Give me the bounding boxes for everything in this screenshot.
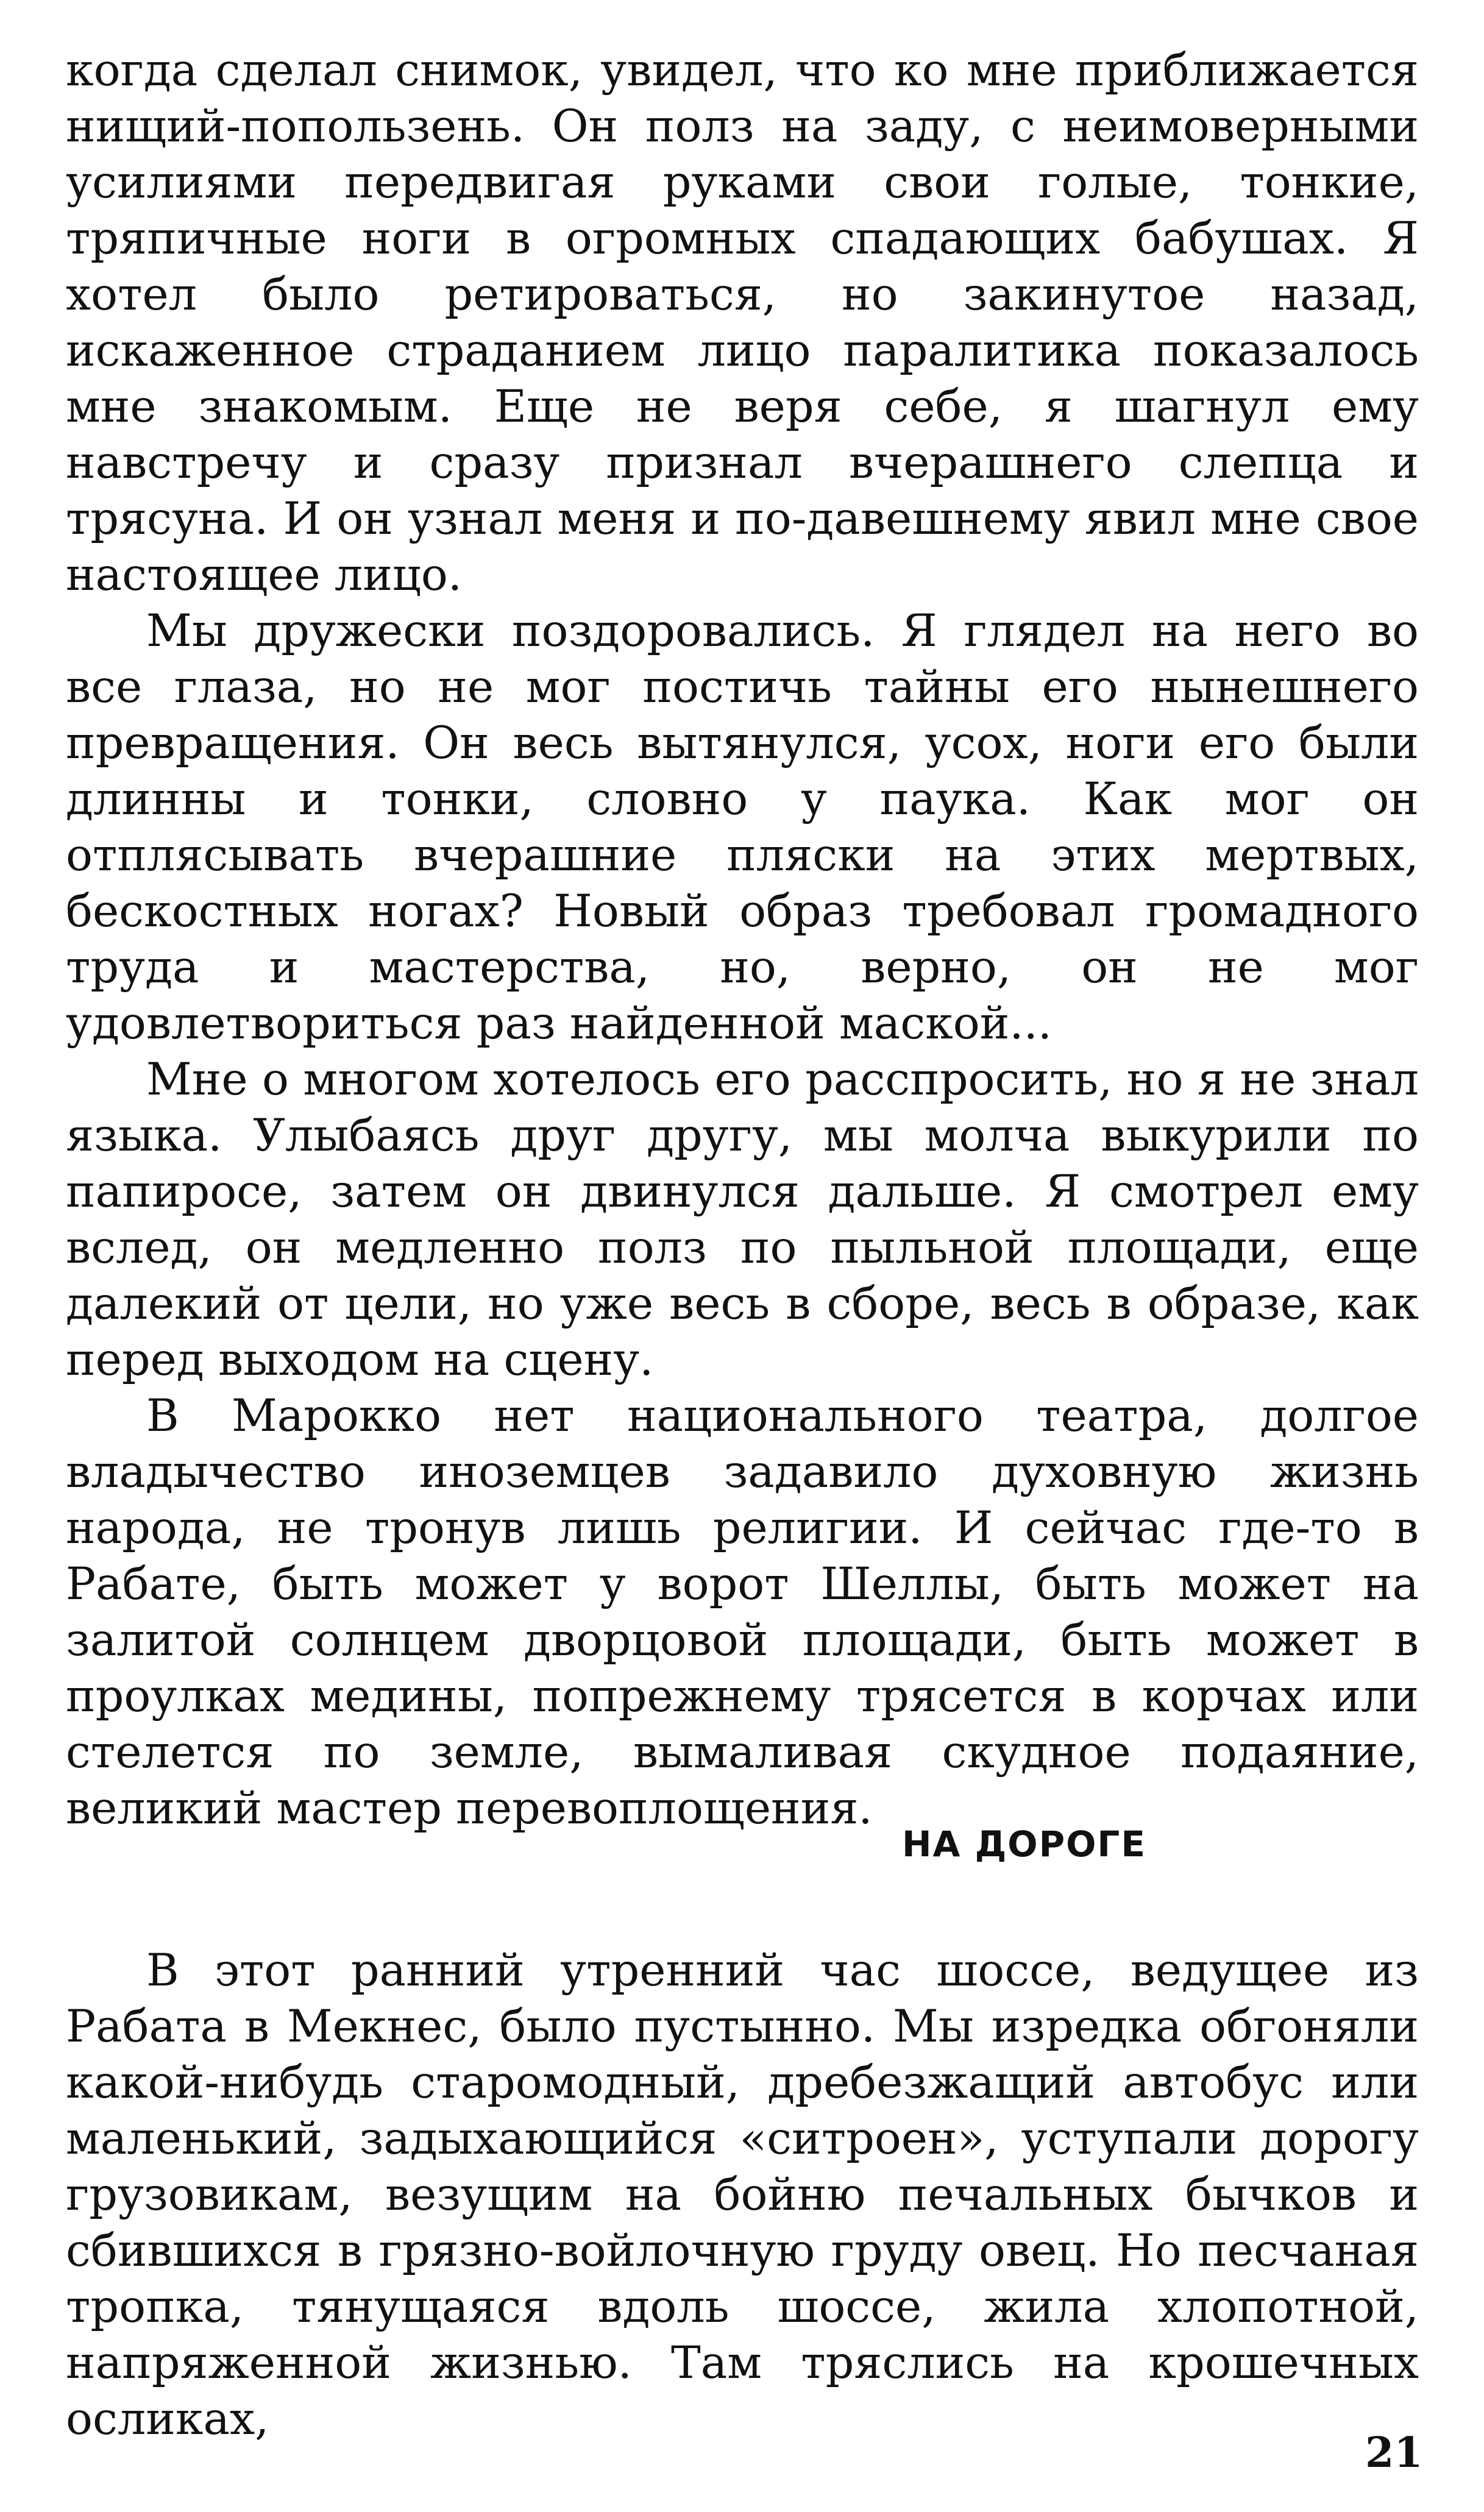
page-number: 21 <box>1365 2429 1423 2477</box>
paragraph: В Марокко нет национального театра, долгое владычество иноземцев задавило духовную жизнь народа, не тронув лишь религии. И сейчас где-то в Рабате, быть может у ворот Шеллы, быть может на залитой солнцем дворцовой площади, быть может в проулках медины, попрежнему трясется в корчах или стелется по земле, вымаливая скудное подаяние, великий мастер перевоплощения. <box>66 1390 1419 1834</box>
paragraph-continuation: когда сделал снимок, увидел, что ко мне приближается нищий-попользень. Он полз на заду, с неимоверными усилиями передвигая руками свои голые, тонкие, тряпичные ноги в огромных спадающих бабушах. Я хотел было ретироваться, но закинутое назад, искаженное страданием лицо паралитика показалось мне знакомым. Еще не веря себе, я шагнул ему навстречу и сразу признал вчерашнего слепца и трясуна. И он узнал меня и по-давешнему явил мне свое настоящее лицо. <box>66 44 1419 601</box>
paragraph: Мы дружески поздоровались. Я глядел на него во все глаза, но не мог постичь тайны его нынешнего превращения. Он весь вытянулся, усох, ноги его были длинны и тонки, словно у паука. Как мог он отплясывать вчерашние пляски на этих мертвых, бескостных ногах? Новый образ требовал громадного труда и мастерства, но, верно, он не мог удовлетвориться раз найденной маской... <box>66 605 1419 1049</box>
paragraph: Мне о многом хотелось его расспросить, но я не знал языка. Улыбаясь друг другу, мы молча выкурили по папиросе, затем он двинулся дальше. Я смотрел ему вслед, он медленно полз по пыльной площади, еще далекий от цели, но уже весь в сборе, весь в образе, как перед выходом на сцену. <box>66 1054 1419 1386</box>
section-text-block <box>66 1943 1419 2447</box>
section-heading: НА ДОРОГЕ <box>902 1823 1146 1865</box>
page-text-block <box>66 43 1419 1837</box>
paragraph: В этот ранний утренний час шоссе, ведущее из Рабата в Мекнес, было пустынно. Мы изредка обгоняли какой-нибудь старомодный, дребезжащий автобус или маленький, задыхающийся «ситроен», уступали дорогу грузовикам, везущим на бойню печальных бычков и сбившихся в грязно-войлочную груду овец. Но песчаная тропка, тянущаяся вдоль шоссе, жила хлопотной, напряженной жизнью. Там тряслись на крошечных осликах, <box>66 1945 1419 2445</box>
